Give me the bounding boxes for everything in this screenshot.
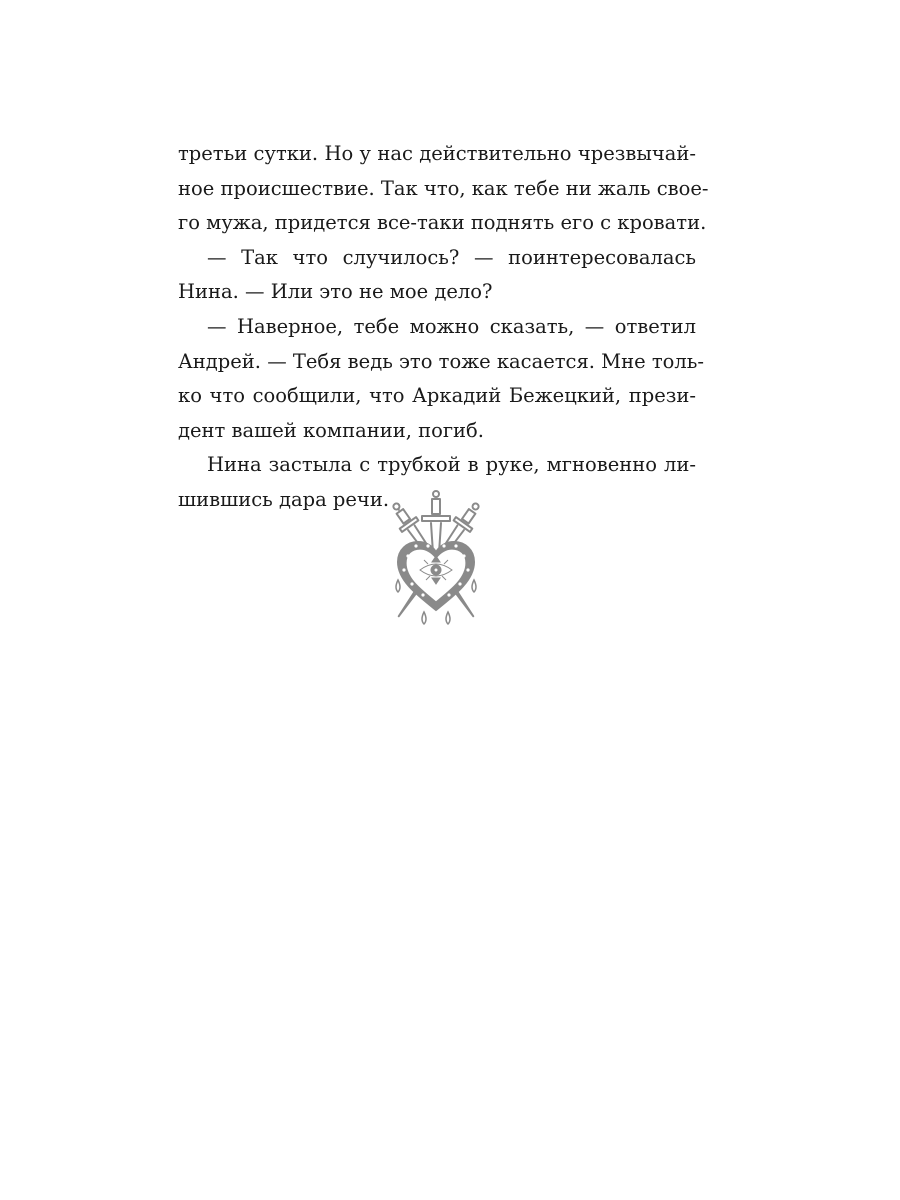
text-line: шившись дара речи. — [178, 487, 390, 511]
text-line: третьи сутки. Но у нас действительно чрезвычай- — [178, 142, 696, 165]
body-text — [178, 137, 709, 518]
text-line: дент вашей компании, погиб. — [178, 418, 484, 442]
text-line: Андрей. — Тебя ведь это тоже касается. Мне толь- — [178, 349, 704, 373]
text-line: ное происшествие. Так что, как тебе ни жаль свое- — [178, 176, 709, 200]
heart-with-three-daggers-icon — [376, 488, 496, 638]
text-line: — Наверное, тебе можно сказать, — ответил — [207, 314, 696, 338]
text-line: — Так что случилось? — поинтересовалась — [207, 245, 696, 269]
text-line: Нина. — Или это не мое дело? — [178, 280, 493, 304]
text-line: ко что сообщили, что Аркадий Бежецкий, прези- — [178, 384, 696, 408]
text-line: Нина застыла с трубкой в руке, мгновенно ли- — [207, 453, 696, 477]
text-line: го мужа, придется все-таки поднять его с кровати. — [178, 211, 707, 235]
